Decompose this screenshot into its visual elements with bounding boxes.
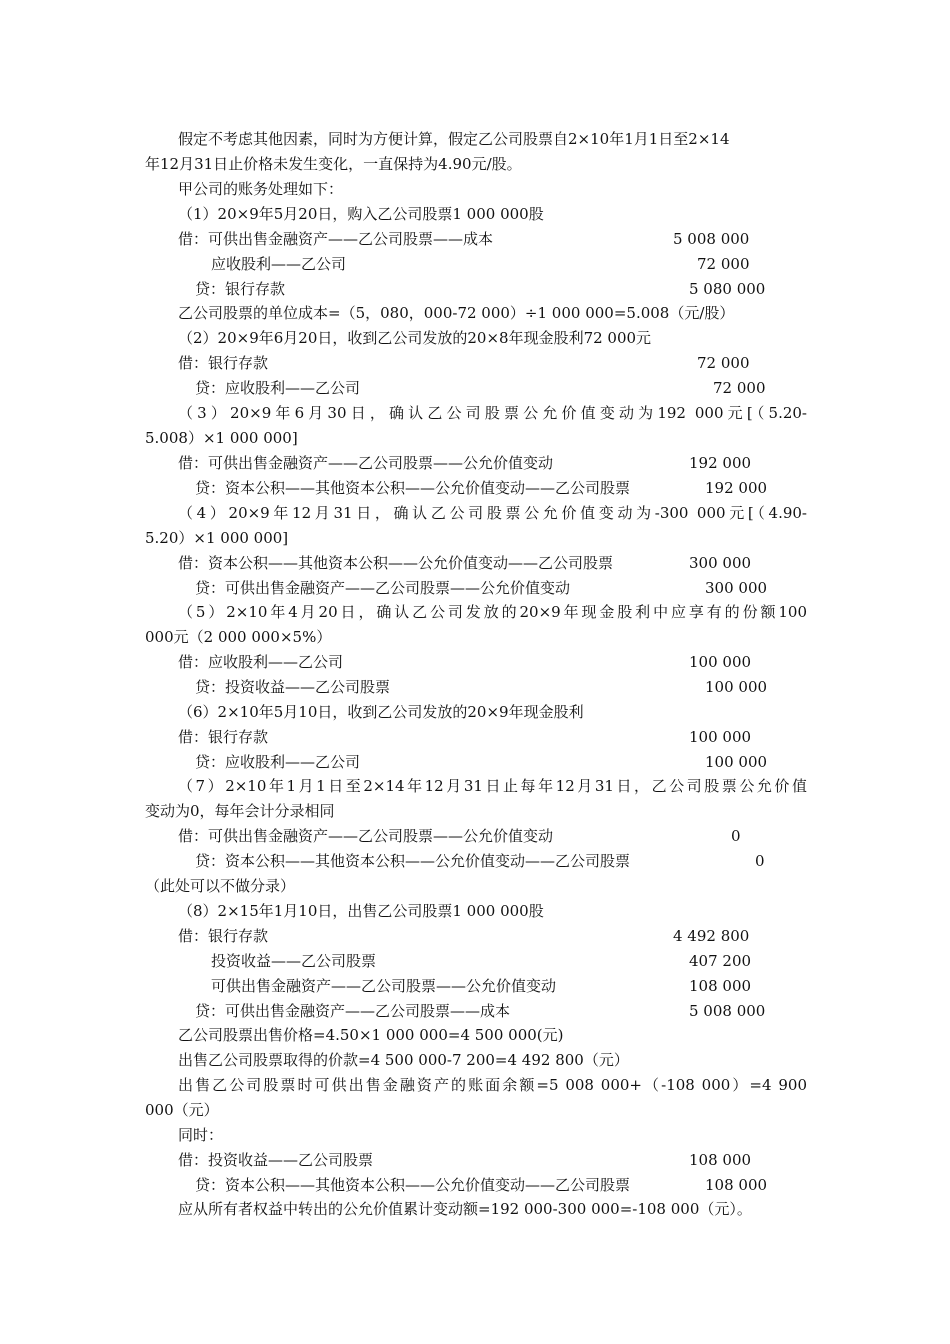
- entry-8-also-debit-1: 借：投资收益——乙公司股票: [178, 1151, 374, 1169]
- entry-1-debit-2: 应收股利——乙公司: [211, 255, 347, 273]
- entry-3-debit-1: 借：可供出售金融资产——乙公司股票——公允价值变动: [178, 454, 554, 472]
- entry-2-debit-1-amount: 72 000: [697, 354, 750, 372]
- entry-1-credit-1-amount: 5 080 000: [689, 280, 766, 298]
- entry-5-title-line-1: （5）2×10年4月20日，确认乙公司发放的20×9年现金股利中应享有的份额100: [178, 603, 807, 621]
- entry-5-credit-1-amount: 100 000: [705, 678, 768, 696]
- entry-4-credit-1: 贷：可供出售金融资产——乙公司股票——公允价值变动: [195, 579, 571, 597]
- entry-8-calc-3-line-1: 出售乙公司股票时可供出售金融资产的账面余额=5 008 000+（-108 000）=4 900: [178, 1076, 807, 1094]
- entry-5-debit-1: 借：应收股利——乙公司: [178, 653, 344, 671]
- intro-heading: 甲公司的账务处理如下：: [178, 180, 344, 198]
- entry-1-credit-1: 贷：银行存款: [195, 280, 286, 298]
- entry-3-credit-1-amount: 192 000: [705, 479, 768, 497]
- entry-7-credit-1: 贷：资本公积——其他资本公积——公允价值变动——乙公司股票: [195, 852, 631, 870]
- entry-8-also-credit-1-amount: 108 000: [705, 1176, 768, 1194]
- entry-8-debit-1: 借：银行存款: [178, 927, 269, 945]
- entry-7-title-line-2: 变动为0，每年会计分录相同: [145, 802, 335, 820]
- entry-6-debit-1-amount: 100 000: [689, 728, 752, 746]
- entry-8-final: 应从所有者权益中转出的公允价值累计变动额=192 000-300 000=-108 000（元）。: [178, 1200, 752, 1218]
- entry-8-debit-3: 可供出售金融资产——乙公司股票——公允价值变动: [211, 977, 557, 995]
- entry-2-debit-1: 借：银行存款: [178, 354, 269, 372]
- entry-5-credit-1: 贷：投资收益——乙公司股票: [195, 678, 391, 696]
- entry-3-credit-1: 贷：资本公积——其他资本公积——公允价值变动——乙公司股票: [195, 479, 631, 497]
- entry-2-credit-1-amount: 72 000: [713, 379, 766, 397]
- entry-8-credit-1: 贷：可供出售金融资产——乙公司股票——成本: [195, 1002, 511, 1020]
- entry-4-debit-1-amount: 300 000: [689, 554, 752, 572]
- entry-8-also-credit-1: 贷：资本公积——其他资本公积——公允价值变动——乙公司股票: [195, 1176, 631, 1194]
- entry-8-also-heading: 同时：: [178, 1126, 224, 1144]
- entry-8-title: （8）2×15年1月10日，出售乙公司股票1 000 000股: [178, 902, 544, 920]
- intro-line-2: 年12月31日止价格未发生变化，一直保持为4.90元/股。: [145, 155, 522, 173]
- entry-6-title: （6）2×10年5月10日，收到乙公司发放的20×9年现金股利: [178, 703, 584, 721]
- entry-4-credit-1-amount: 300 000: [705, 579, 768, 597]
- entry-8-credit-1-amount: 5 008 000: [689, 1002, 766, 1020]
- entry-3-title-line-2: 5.008）×1 000 000]: [145, 429, 298, 447]
- entry-8-debit-2-amount: 407 200: [689, 952, 752, 970]
- entry-4-title-line-2: 5.20）×1 000 000]: [145, 529, 289, 547]
- entry-8-calc-3-line-2: 000（元）: [145, 1101, 219, 1119]
- entry-6-debit-1: 借：银行存款: [178, 728, 269, 746]
- entry-8-calc-2: 出售乙公司股票取得的价款=4 500 000-7 200=4 492 800（元）: [178, 1051, 629, 1069]
- entry-1-debit-1: 借：可供出售金融资产——乙公司股票——成本: [178, 230, 494, 248]
- entry-8-calc-1: 乙公司股票出售价格=4.50×1 000 000=4 500 000(元): [178, 1026, 564, 1044]
- entry-8-debit-1-amount: 4 492 800: [673, 927, 750, 945]
- entry-7-debit-1: 借：可供出售金融资产——乙公司股票——公允价值变动: [178, 827, 554, 845]
- entry-6-credit-1: 贷：应收股利——乙公司: [195, 753, 361, 771]
- entry-7-credit-1-amount: 0: [755, 852, 765, 870]
- intro-line-1: 假定不考虑其他因素，同时为方便计算，假定乙公司股票自2×10年1月1日至2×14: [178, 130, 730, 148]
- entry-6-credit-1-amount: 100 000: [705, 753, 768, 771]
- entry-8-debit-2: 投资收益——乙公司股票: [211, 952, 377, 970]
- entry-4-debit-1: 借：资本公积——其他资本公积——公允价值变动——乙公司股票: [178, 554, 614, 572]
- entry-1-title: （1）20×9年5月20日，购入乙公司股票1 000 000股: [178, 205, 544, 223]
- entry-1-debit-1-amount: 5 008 000: [673, 230, 750, 248]
- entry-8-debit-3-amount: 108 000: [689, 977, 752, 995]
- entry-3-debit-1-amount: 192 000: [689, 454, 752, 472]
- entry-2-credit-1: 贷：应收股利——乙公司: [195, 379, 361, 397]
- entry-8-also-debit-1-amount: 108 000: [689, 1151, 752, 1169]
- entry-5-debit-1-amount: 100 000: [689, 653, 752, 671]
- entry-7-debit-1-amount: 0: [731, 827, 741, 845]
- entry-7-note: （此处可以不做分录）: [145, 877, 296, 895]
- entry-3-title-line-1: （3）20×9年6月30日，确认乙公司股票公允价值变动为192 000元[（5.20-: [178, 404, 807, 422]
- entry-4-title-line-1: （4）20×9年12月31日，确认乙公司股票公允价值变动为-300 000元[（4.90-: [178, 504, 807, 522]
- entry-7-title-line-1: （7）2×10年1月1日至2×14年12月31日止每年12月31日，乙公司股票公允价值: [178, 777, 807, 795]
- entry-1-note: 乙公司股票的单位成本=（5，080，000-72 000）÷1 000 000=5.008（元/股）: [178, 304, 735, 322]
- entry-1-debit-2-amount: 72 000: [697, 255, 750, 273]
- entry-2-title: （2）20×9年6月20日，收到乙公司发放的20×8年现金股利72 000元: [178, 329, 652, 347]
- entry-5-title-line-2: 000元（2 000 000×5%）: [145, 628, 332, 646]
